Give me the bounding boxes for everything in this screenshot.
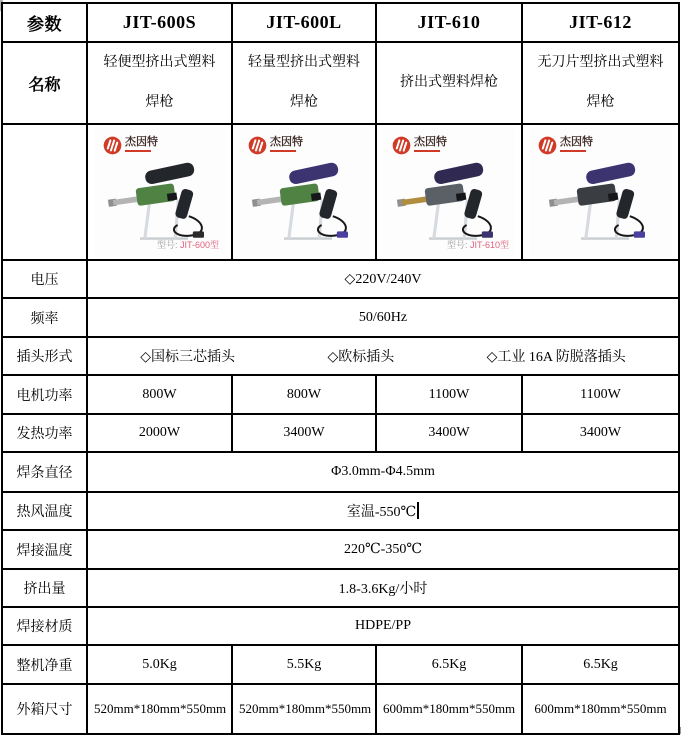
table-row-output [2, 569, 679, 607]
output-label: 挤出量 [2, 569, 87, 607]
heating-power-label: 发热功率 [2, 414, 87, 452]
table-row-material [2, 607, 679, 645]
product-photo-jit600l [239, 127, 369, 257]
table-row-weld-temp [2, 530, 679, 569]
box-size-jit600l: 520mm*180mm*550mm [232, 684, 376, 734]
model-header-jit610: JIT-610 [376, 3, 522, 42]
frequency-value-cell: 50/60Hz [87, 298, 679, 337]
caption-model: JIT-610型 [469, 240, 509, 250]
photo-caption [157, 238, 219, 251]
air-temp-value-cell[interactable] [87, 492, 679, 530]
product-photo-jit600s [94, 127, 225, 257]
plug-option-industrial: ◇工业 16A 防脱落插头 [486, 350, 626, 365]
plug-type-label: 插头形式 [2, 337, 87, 375]
welding-gun-illustration [538, 149, 664, 245]
heating-power-jit612: 3400W [522, 414, 679, 452]
welding-gun-illustration [386, 149, 512, 245]
table-row-frequency [2, 298, 679, 337]
box-size-jit600s: 520mm*180mm*550mm [87, 684, 232, 734]
voltage-label: 电压 [2, 260, 87, 298]
box-size-label: 外箱尺寸 [2, 684, 87, 734]
heating-power-jit610: 3400W [376, 414, 522, 452]
product-photo-jit610 [383, 127, 515, 257]
product-photo-cell [87, 124, 232, 260]
table-row-header [2, 3, 679, 42]
welding-gun-illustration [241, 149, 367, 245]
net-weight-jit612: 6.5Kg [522, 645, 679, 684]
model-header-jit612: JIT-612 [522, 3, 679, 42]
product-photo-cell [522, 124, 679, 260]
table-row-net-weight [2, 645, 679, 684]
motor-power-jit610: 1100W [376, 375, 522, 414]
plug-type-value-cell [87, 337, 679, 375]
box-size-jit610: 600mm*180mm*550mm [376, 684, 522, 734]
motor-power-jit600s: 800W [87, 375, 232, 414]
caption-model: JIT-600型 [179, 240, 219, 250]
plug-option-cn: ◇国标三芯插头 [140, 350, 235, 365]
table-row-box-size [2, 684, 679, 734]
model-header-jit600s: JIT-600S [87, 3, 232, 42]
name-cell-jit610: 挤出式塑料焊枪 [376, 42, 522, 124]
rod-diameter-label: 焊条直径 [2, 452, 87, 492]
name-cell-jit600l: 轻量型挤出式塑料焊枪 [232, 42, 376, 124]
frequency-label: 频率 [2, 298, 87, 337]
name-row-label: 名称 [2, 42, 87, 124]
table-row-air-temp [2, 492, 679, 530]
model-header-jit600l: JIT-600L [232, 3, 376, 42]
heating-power-jit600l: 3400W [232, 414, 376, 452]
table-row-heating-power [2, 414, 679, 452]
table-row-images [2, 124, 679, 260]
text-cursor [417, 502, 419, 519]
table-row-name [2, 42, 679, 124]
caption-prefix: 型号: [156, 240, 178, 250]
product-photo-jit612 [529, 127, 672, 257]
net-weight-label: 整机净重 [2, 645, 87, 684]
brand-name: 杰因特 [125, 136, 158, 148]
caption-prefix: 型号: [446, 240, 468, 250]
material-value-cell: HDPE/PP [87, 607, 679, 645]
output-value-cell: 1.8-3.6Kg/小时 [87, 569, 679, 607]
product-spec-table [1, 2, 680, 735]
rod-diameter-value-cell: Φ3.0mm-Φ4.5mm [87, 452, 679, 492]
name-cell-jit600s: 轻便型挤出式塑料焊枪 [87, 42, 232, 124]
net-weight-jit600l: 5.5Kg [232, 645, 376, 684]
table-row-voltage [2, 260, 679, 298]
brand-name: 杰因特 [560, 136, 593, 148]
brand-name: 杰因特 [270, 136, 303, 148]
name-cell-jit612: 无刀片型挤出式塑料焊枪 [522, 42, 679, 124]
material-label: 焊接材质 [2, 607, 87, 645]
brand-name: 杰因特 [414, 136, 447, 148]
table-row-motor-power [2, 375, 679, 414]
box-size-jit612: 600mm*180mm*550mm [522, 684, 679, 734]
welding-gun-illustration [97, 149, 223, 245]
voltage-value-cell: ◇220V/240V [87, 260, 679, 298]
plug-option-eu: ◇欧标插头 [327, 350, 395, 365]
air-temp-value: 室温-550℃ [346, 505, 417, 520]
motor-power-jit612: 1100W [522, 375, 679, 414]
weld-temp-value-cell: 220℃-350℃ [87, 530, 679, 569]
table-row-rod-diameter [2, 452, 679, 492]
product-photo-cell [376, 124, 522, 260]
photo-caption [447, 238, 509, 251]
net-weight-jit610: 6.5Kg [376, 645, 522, 684]
net-weight-jit600s: 5.0Kg [87, 645, 232, 684]
motor-power-jit600l: 800W [232, 375, 376, 414]
motor-power-label: 电机功率 [2, 375, 87, 414]
product-photo-cell [232, 124, 376, 260]
air-temp-label: 热风温度 [2, 492, 87, 530]
heating-power-jit600s: 2000W [87, 414, 232, 452]
param-header-cell: 参数 [2, 3, 87, 42]
weld-temp-label: 焊接温度 [2, 530, 87, 569]
image-row-label-cell [2, 124, 87, 260]
table-row-plug-type [2, 337, 679, 375]
